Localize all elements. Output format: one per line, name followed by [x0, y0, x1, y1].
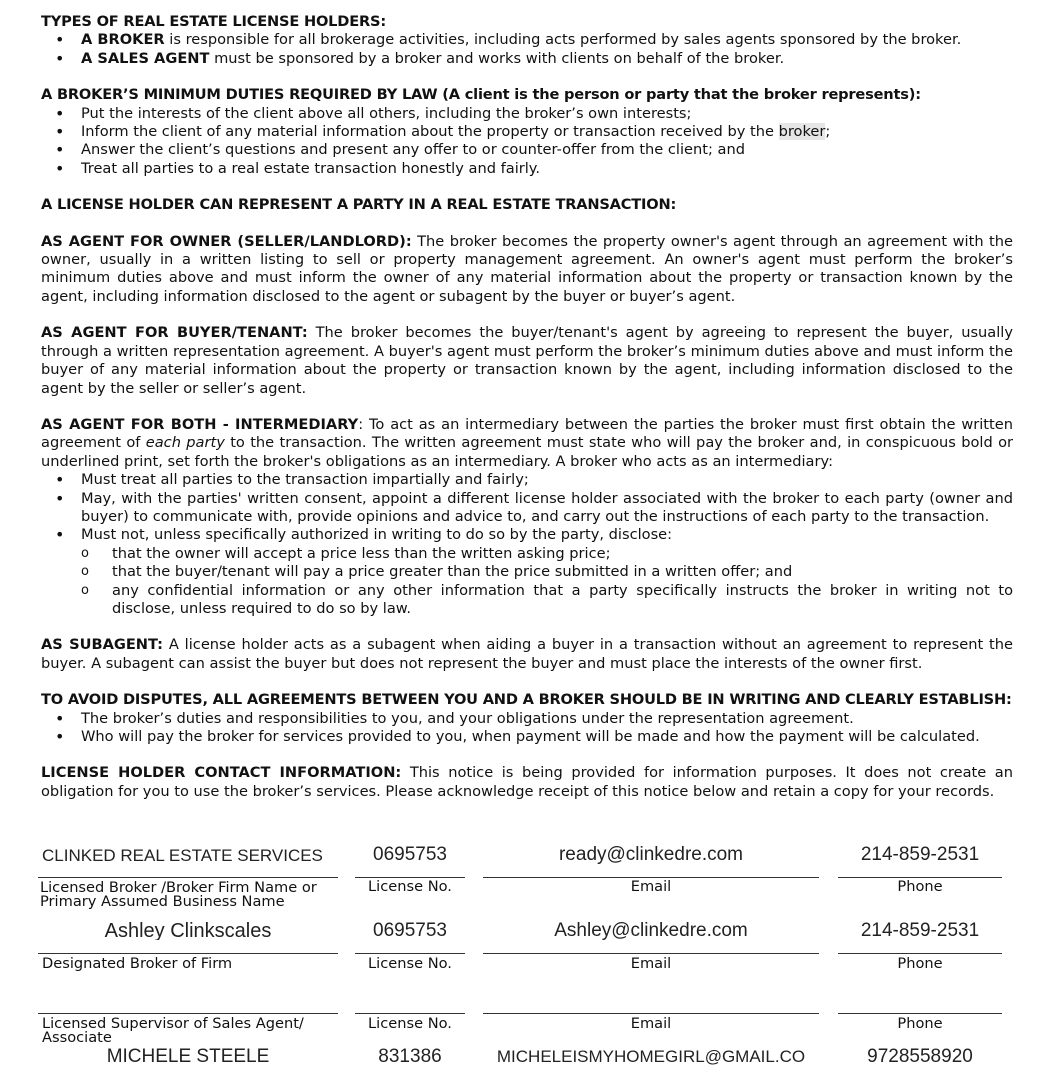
disclose-list [41, 545, 1013, 619]
designated-phone[interactable]: 214-859-2531 [860, 922, 980, 941]
divider [38, 953, 338, 954]
list-item: o that the buyer/tenant will pay a price greater than the price submitted in a written offer; and [41, 563, 1013, 581]
duties-heading: A BROKER’S MINIMUM DUTIES REQUIRED BY LAW (A client is the person or party that the broker represents): [41, 86, 921, 104]
owner-agent-paragraph: AS AGENT FOR OWNER (SELLER/LANDLORD): The broker becomes the property owner's agent through an agreement with the owner, usually in a written listing to sell or property management agreement. An owner's agent must perform the broker’s minimum duties above and must inform the owner of any material information about the property or transaction known by the agent, including information disclosed to the agent or subagent by the buyer or buyer’s agent. [41, 232, 1014, 305]
buyer-agent-paragraph: AS AGENT FOR BUYER/TENANT: The broker becomes the buyer/tenant's agent by agreeing to represent the buyer, usually through a written representation agreement. A buyer's agent must perform the broker’s minimum duties above and must inform the buyer of any material information about the property or transaction known by the agent, including information disclosed to the agent by the seller or seller’s agent. [41, 324, 1013, 397]
divider [355, 953, 465, 954]
divider [838, 953, 1002, 954]
sales-agent-phone[interactable]: 9728558920 [867, 1048, 973, 1066]
types-list [41, 31, 1013, 68]
divider [355, 1013, 465, 1014]
list-item: • Inform the client of any material information about the property or transaction received by the broker; [41, 123, 1013, 141]
designated-email[interactable]: Ashley@clinkedre.com [554, 922, 748, 941]
intermediary-paragraph: AS AGENT FOR BOTH - INTERMEDIARY: To act as an intermediary between the parties the broker must first obtain the written agreement of each party to the transaction. The written agreement must state who will pay the broker and, in conspicuous bold or underlined print, set forth the broker's obligations as an intermediary. A broker who acts as an intermediary: [41, 415, 1014, 470]
broker-firm-label: Licensed Broker /Broker Firm Name or Primary Assumed Business Name [40, 879, 317, 910]
designated-broker-name[interactable]: Ashley Clinkscales [104, 922, 272, 941]
phone-label: Phone [897, 878, 943, 895]
disputes-heading: TO AVOID DISPUTES, ALL AGREEMENTS BETWEEN YOU AND A BROKER SHOULD BE IN WRITING AND CLEARLY ESTABLISH: [41, 691, 1012, 709]
represent-heading: A LICENSE HOLDER CAN REPRESENT A PARTY IN A REAL ESTATE TRANSACTION: [41, 196, 677, 214]
subagent-paragraph: AS SUBAGENT: A license holder acts as a subagent when aiding a buyer in a transaction without an agreement to represent the buyer. A subagent can assist the buyer but does not represent the buyer and must place the interests of the owner first. [41, 636, 1014, 672]
divider [838, 1013, 1002, 1014]
divider [483, 1013, 819, 1014]
divider [38, 877, 338, 878]
phone-label: Phone [897, 955, 943, 972]
list-item: o any confidential information or any other information that a party specifically instructs the broker in writing not to disclose, unless required to do so by law. [41, 582, 1013, 619]
list-item: • Who will pay the broker for services provided to you, when payment will be made and how the payment will be calculated. [41, 728, 1013, 746]
broker-phone[interactable]: 214-859-2531 [860, 846, 980, 865]
duties-list [41, 105, 1013, 179]
list-item: • May, with the parties' written consent, appoint a different license holder associated with the broker to each party (owner and buyer) to communicate with, provide opinions and advice to, and carry out the instructions of each party to the transaction. [41, 490, 1013, 527]
sales-agent-name[interactable]: MICHELE STEELE [106, 1048, 270, 1066]
disputes-list [41, 710, 1013, 747]
list-item: • The broker’s duties and responsibilities to you, and your obligations under the representation agreement. [41, 710, 1013, 728]
list-item: o that the owner will accept a price less than the written asking price; [41, 545, 1013, 563]
list-item: • Put the interests of the client above all others, including the broker’s own interests; [41, 105, 1013, 123]
supervisor-label: Licensed Supervisor of Sales Agent/ Associate [42, 1015, 304, 1046]
broker-license-number[interactable]: 0695753 [373, 846, 447, 865]
list-item: • Treat all parties to a real estate transaction honestly and fairly. [41, 160, 1013, 178]
types-heading: TYPES OF REAL ESTATE LICENSE HOLDERS: [41, 13, 386, 30]
iabs-document [41, 13, 1013, 801]
email-label: Email [630, 955, 672, 972]
designated-broker-label: Designated Broker of Firm [42, 955, 233, 972]
license-label: License No. [368, 1015, 452, 1032]
email-label: Email [630, 878, 672, 895]
designated-license-number[interactable]: 0695753 [373, 922, 447, 941]
divider [483, 953, 819, 954]
divider [38, 1013, 338, 1014]
list-item: • A SALES AGENT must be sponsored by a broker and works with clients on behalf of the broker. [41, 50, 1013, 68]
list-item: • Must treat all parties to the transaction impartially and fairly; [41, 471, 1013, 489]
license-label: License No. [368, 955, 452, 972]
broker-firm-name[interactable]: CLINKED REAL ESTATE SERVICES [42, 847, 323, 865]
email-label: Email [630, 1015, 672, 1032]
list-item: • A BROKER is responsible for all brokerage activities, including acts performed by sales agents sponsored by the broker. [41, 31, 1013, 49]
contact-paragraph: LICENSE HOLDER CONTACT INFORMATION: This notice is being provided for information purposes. It does not create an obligation for you to use the broker’s services. Please acknowledge receipt of this notice below and retain a copy for your records. [41, 764, 1013, 800]
list-item: • Must not, unless specifically authorized in writing to do so by the party, disclose: [41, 526, 1013, 544]
phone-label: Phone [897, 1015, 943, 1032]
broker-email[interactable]: ready@clinkedre.com [558, 846, 744, 865]
intermediary-list [41, 471, 1013, 545]
highlighted-word: broker [778, 123, 826, 141]
list-item: • Answer the client’s questions and present any offer to or counter-offer from the client; and [41, 141, 1013, 159]
sales-agent-license-number[interactable]: 831386 [378, 1048, 442, 1066]
license-label: License No. [368, 878, 452, 895]
sales-agent-email[interactable]: MICHELEISMYHOMEGIRL@GMAIL.CO [496, 1048, 806, 1066]
